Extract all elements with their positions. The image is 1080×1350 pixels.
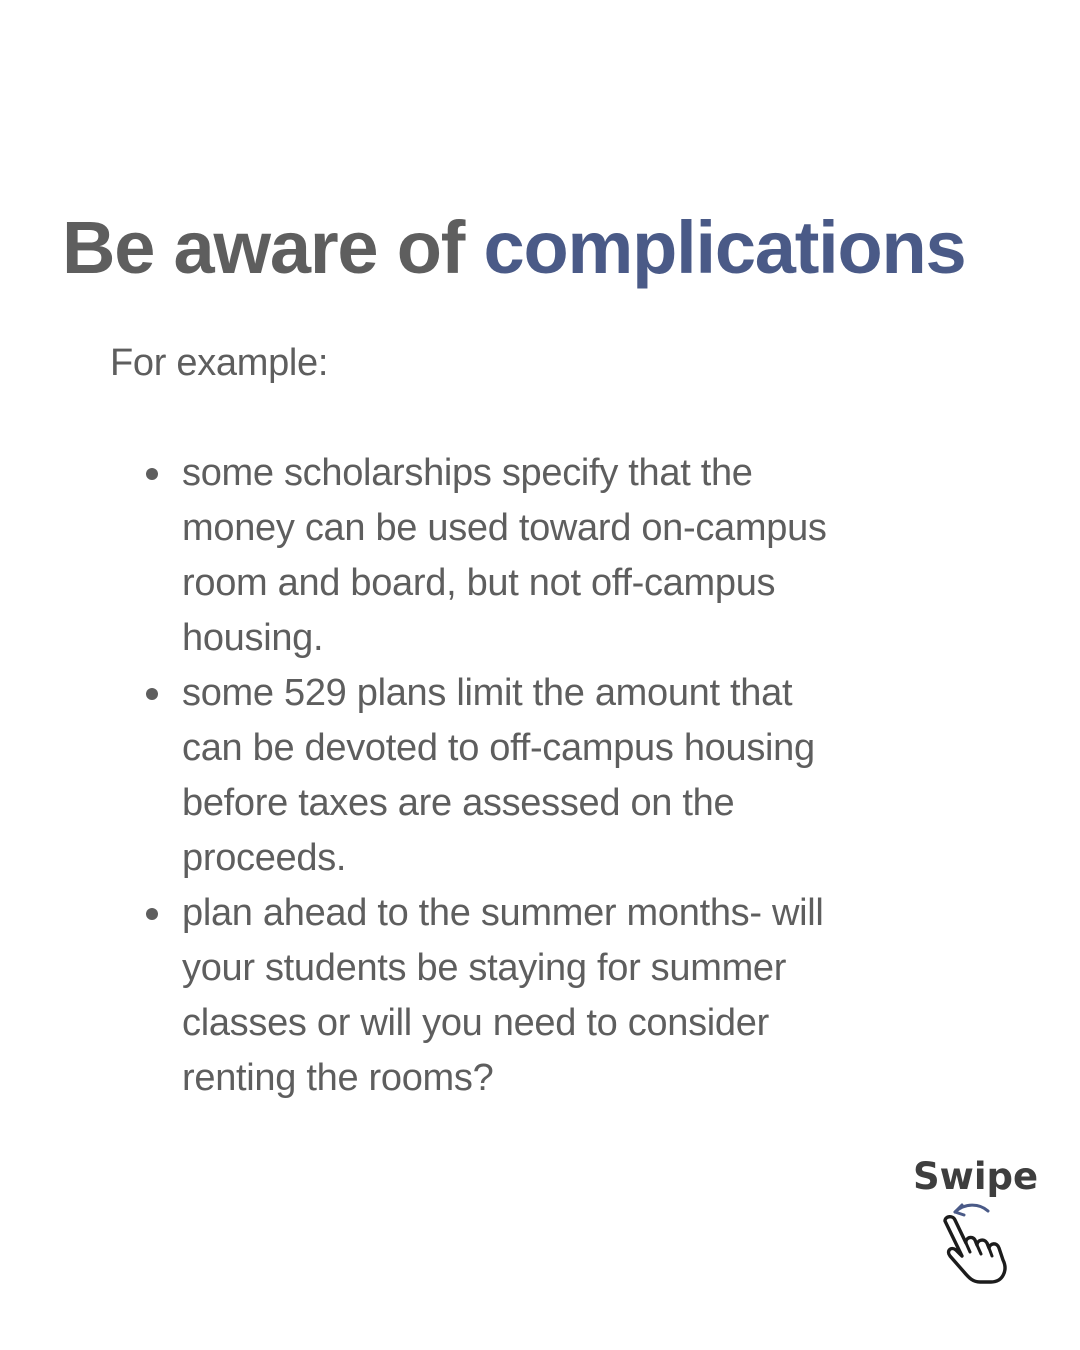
list-item <box>182 666 982 886</box>
list-item-line: proceeds. <box>182 837 347 879</box>
list-item-line: some 529 plans limit the amount that <box>182 672 793 714</box>
list-item-line: plan ahead to the summer months- will <box>182 892 824 934</box>
list-item-line: can be devoted to off-campus housing <box>182 727 815 769</box>
list-item-line: your students be staying for summer <box>182 947 787 989</box>
list-item-line: some scholarships specify that the <box>182 452 753 494</box>
list-item-line: money can be used toward on-campus <box>182 507 827 549</box>
swipe-label: Swipe <box>913 1155 1039 1198</box>
swipe-hand-icon <box>933 1200 1013 1284</box>
swipe-hint[interactable] <box>905 1150 1045 1290</box>
list-item-line: before taxes are assessed on the <box>182 782 735 824</box>
list-item <box>182 886 982 1106</box>
intro-text: For example: <box>110 342 329 384</box>
list-item <box>182 446 982 666</box>
bullet-list <box>182 446 982 1106</box>
list-item-line: renting the rooms? <box>182 1057 494 1099</box>
list-item-line: housing. <box>182 617 324 659</box>
list-item-line: room and board, but not off-campus <box>182 562 776 604</box>
title-accent: complications <box>483 206 966 289</box>
page-title <box>62 200 966 296</box>
bullet-dot-icon <box>146 688 158 700</box>
bullet-dot-icon <box>146 468 158 480</box>
list-item-line: classes or will you need to consider <box>182 1002 769 1044</box>
title-lead: Be aware of <box>62 206 484 289</box>
bullet-dot-icon <box>146 908 158 920</box>
